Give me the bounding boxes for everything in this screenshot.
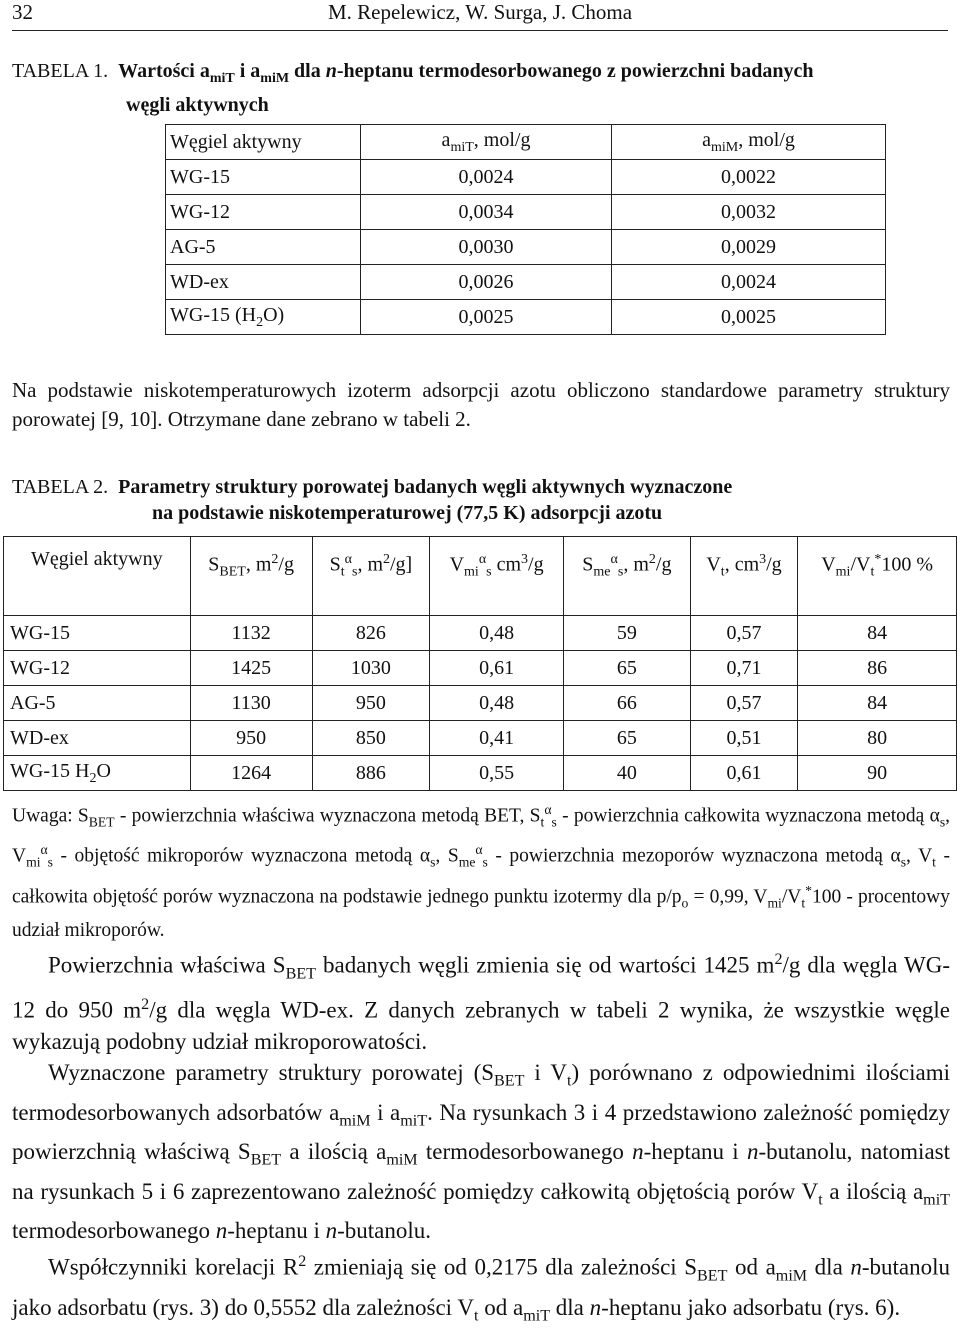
table1-title-line1: Wartości $a_{miT}$ i $a_{miM}$ dla n-heptanu termodesorbowanego z powierzchni badanych <box>118 60 814 86</box>
table2-cell: 84 <box>798 616 957 651</box>
table2-cell: 0,48 <box>430 616 564 651</box>
table2 <box>3 536 957 791</box>
table1-cell: WD-ex <box>166 265 361 300</box>
table2-header-cell: $S_t^\alpha_s$, $m^2/g$] <box>312 537 430 616</box>
table2-title-line1: Parametry struktury porowatej badanych węgli aktywnych wyznaczone <box>118 476 733 498</box>
table2-cell: 65 <box>563 651 690 686</box>
table2-header-cell: $V_{mi}^\alpha_s$ $cm^3/g$ <box>430 537 564 616</box>
table1-row <box>166 160 886 195</box>
table1-header-row <box>166 125 886 160</box>
table2-cell: 1132 <box>190 616 312 651</box>
table2-cell: 1130 <box>190 686 312 721</box>
table1-row <box>166 230 886 265</box>
table2-cell: 0,71 <box>690 651 797 686</box>
table1 <box>165 124 886 335</box>
table2-cell: 65 <box>563 721 690 756</box>
table2-cell: 0,48 <box>430 686 564 721</box>
table1-cell: 0,0029 <box>612 230 886 265</box>
table1-cell: 0,0032 <box>612 195 886 230</box>
table1-row <box>166 300 886 335</box>
table2-title-line2: na podstawie niskotemperaturowej (77,5 K) adsorpcji azotu <box>152 502 663 524</box>
table1-caption <box>12 58 932 118</box>
table1-cell: 0,0025 <box>361 300 612 335</box>
table2-cell: 0,51 <box>690 721 797 756</box>
table1-title-line2: węgli aktywnych <box>126 94 269 116</box>
table2-cell: 826 <box>312 616 430 651</box>
page-header <box>12 0 948 31</box>
table2-cell: WG-15 $H_2O$ <box>4 756 191 791</box>
table2-header-cell: $S_{me}^\alpha_s$, $m^2/g$ <box>563 537 690 616</box>
table2-cell: 0,41 <box>430 721 564 756</box>
table1-cell: WG-12 <box>166 195 361 230</box>
table2-cell: WG-15 <box>4 616 191 651</box>
table1-label: TABELA 1. <box>12 60 109 82</box>
table2-header-cell: $S_{BET}$, $m^2/g$ <box>190 537 312 616</box>
table2-cell: 850 <box>312 721 430 756</box>
table2-cell: 886 <box>312 756 430 791</box>
table2-row <box>4 721 957 756</box>
table1-cell: 0,0026 <box>361 265 612 300</box>
table1-cell: 0,0030 <box>361 230 612 265</box>
table2-cell: 1425 <box>190 651 312 686</box>
table2-cell: WG-12 <box>4 651 191 686</box>
table2-header-cell: $V_{mi}/V_t^*100$ % <box>798 537 957 616</box>
table1-row <box>166 265 886 300</box>
table2-cell: 0,57 <box>690 616 797 651</box>
table2-header-cell: $V_t$, $cm^3/g$ <box>690 537 797 616</box>
table1-header-cell: Węgiel aktywny <box>166 125 361 160</box>
body-paragraph: Powierzchnia właściwa $S_{BET}$ badanych węgli zmienia się od wartości 1425 $m^2/g$ dla węgla WG-12 do 950 $m^2/g$ dla węgla WD-ex. Z danych zebranych w tabeli 2 wynika, że wszystkie węgle wykazują podobny udział mikroporowatości. <box>12 951 951 1054</box>
table1-header-cell: $a_{miT}$, mol/g <box>361 125 612 160</box>
table1-cell: 0,0022 <box>612 160 886 195</box>
body-paragraph: Wyznaczone parametry struktury porowatej ($S_{BET}$ i $V_t$) porównano z odpowiednimi ilościami termodesorbowanych adsorbatów $a_{miM}$ i $a_{miT}$. Na rysunkach 3 i 4 przedstawiono zależność pomiędzy powierzchnią właściwą $S_{BET}$ a ilością $a_{miM}$ termodesorbowanego n-heptanu i n-butanolu, natomiast na rysunkach 5 i 6 zaprezentowano zależność pomiędzy całkowitą objętością porów $V_t$ a ilością $a_{miT}$ termodesorbowanego n-heptanu i n-butanolu. <box>12 1059 951 1244</box>
table1-cell: AG-5 <box>166 230 361 265</box>
table1-cell: WG-15 $(H_2O)$ <box>166 300 361 335</box>
table2-cell: 0,61 <box>430 651 564 686</box>
table2-header-cell: Węgiel aktywny <box>4 537 191 616</box>
table2-cell: 0,55 <box>430 756 564 791</box>
page-number: 32 <box>12 0 33 24</box>
table1-row <box>166 195 886 230</box>
table2-row <box>4 651 957 686</box>
table2-cell: 86 <box>798 651 957 686</box>
table2-cell: 66 <box>563 686 690 721</box>
table2-cell: 1030 <box>312 651 430 686</box>
paragraph-standard-parameters: Na podstawie niskotemperaturowych izoterm adsorpcji azotu obliczono standardowe parametry struktury porowatej [9, 10]. Otrzymane dane zebrano w tabeli 2. <box>12 378 950 431</box>
table2-cell: 80 <box>798 721 957 756</box>
table2-cell: 0,57 <box>690 686 797 721</box>
table2-row <box>4 616 957 651</box>
table2-caption <box>12 474 932 526</box>
table2-cell: WD-ex <box>4 721 191 756</box>
table2-label: TABELA 2. <box>12 476 109 498</box>
table2-cell: 90 <box>798 756 957 791</box>
table1-cell: 0,0034 <box>361 195 612 230</box>
table2-row <box>4 686 957 721</box>
body-text <box>12 944 950 1331</box>
table2-cell: AG-5 <box>4 686 191 721</box>
table2-header-row <box>4 537 957 616</box>
table1-cell: 0,0024 <box>612 265 886 300</box>
table2-cell: 84 <box>798 686 957 721</box>
table2-cell: 950 <box>312 686 430 721</box>
table1-cell: 0,0025 <box>612 300 886 335</box>
table1-cell: WG-15 <box>166 160 361 195</box>
table2-cell: 59 <box>563 616 690 651</box>
table2-cell: 0,61 <box>690 756 797 791</box>
table2-cell: 950 <box>190 721 312 756</box>
table2-cell: 40 <box>563 756 690 791</box>
table2-row <box>4 756 957 791</box>
table2-cell: 1264 <box>190 756 312 791</box>
table2-note: Uwaga: $S_{BET}$ - powierzchnia właściwa wyznaczona metodą BET, $S_t^\alpha_s$ - powierzchnia całkowita wyznaczona metodą $\alpha_s$, $V_{mi}^\alpha_s$ - objętość mikroporów wyznaczona metodą $\alpha_s$, $S_{me}^\alpha_s$ - powierzchnia mezoporów wyznaczona metodą $\alpha_s$, $V_t$ - całkowita objętość porów wyznaczona na podstawie jednego punktu izotermy dla $p/p_o = 0,99$, $V_{mi}/V_t^*100$ - procentowy udział mikroporów. <box>12 802 950 942</box>
running-head-authors: M. Repelewicz, W. Surga, J. Choma <box>327 0 633 24</box>
table1-cell: 0,0024 <box>361 160 612 195</box>
table1-header-cell: $a_{miM}$, mol/g <box>612 125 886 160</box>
body-paragraph: Współczynniki korelacji $R^2$ zmieniają się od 0,2175 dla zależności $S_{BET}$ od $a_{miM}$ dla n-butanolu jako adsorbatu (rys. 3) do 0,5552 dla zależności $V_t$ od $a_{miT}$ dla n-heptanu jako adsorbatu (rys. 6). <box>12 1253 950 1325</box>
